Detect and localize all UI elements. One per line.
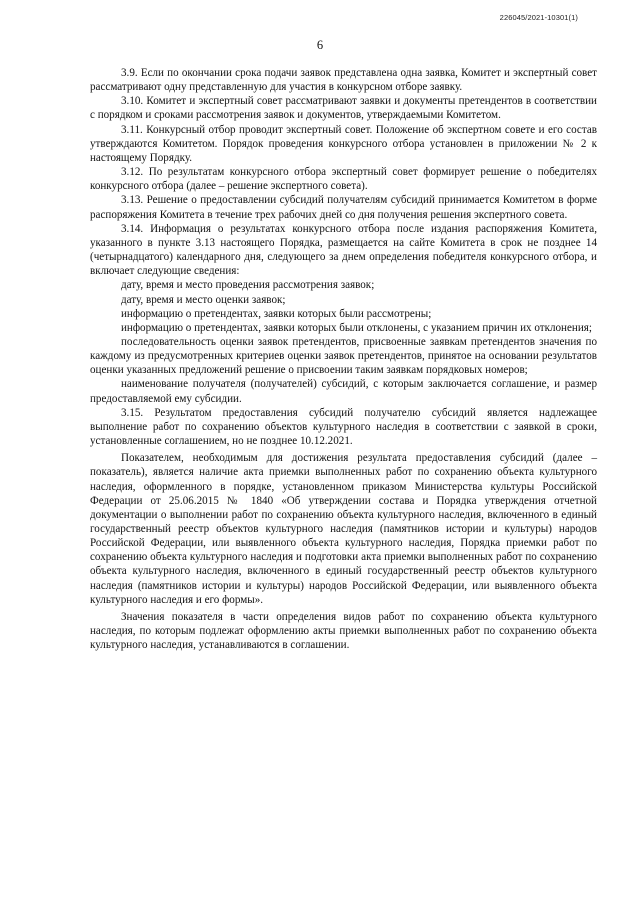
list-item-evaluation-sequence: последовательность оценки заявок претендентов, присвоенные заявкам претендентов значения по каждому из предусмотренных критериев оценки заявок претендентов, принятое на основании результатов оценки указанных предложений решение о присвоении таким заявкам порядковых номеров; xyxy=(90,335,597,377)
page-number: 6 xyxy=(316,38,324,52)
list-item-rejected-applicants: информацию о претендентах, заявки которых были отклонены, с указанием причин их отклонения; xyxy=(121,321,592,334)
document-body xyxy=(90,66,597,652)
paragraph-3-12: 3.12. По результатам конкурсного отбора экспертный совет формирует решение о победителях конкурсного отбора (далее – решение экспертного совета). xyxy=(90,166,597,193)
list-item-evaluation-date: дату, время и место оценки заявок; xyxy=(121,293,286,306)
paragraph-3-11: 3.11. Конкурсный отбор проводит экспертный совет. Положение об экспертном совете и его состав утверждаются Комитетом. Порядок проведения конкурсного отбора установлен в приложении № 2 к настоящему Порядку. xyxy=(90,123,597,164)
list-item-reviewed-applicants: информацию о претендентах, заявки которых были рассмотрены; xyxy=(121,307,432,320)
list-item-recipient-name: наименование получателя (получателей) субсидий, с которым заключается соглашение, и размер предоставляемой ему субсидии. xyxy=(90,378,597,405)
paragraph-3-14: 3.14. Информация о результатах конкурсного отбора после издания распоряжения Комитета, указанного в пункте 3.13 настоящего Порядка, размещается на сайте Комитета в срок не позднее 14 (четырнадцатого) календарного дня, следующего за днем определения победителя конкурсного отбора, и включает следующие сведения: xyxy=(90,222,597,278)
document-id: 226045/2021-10301(1) xyxy=(499,13,578,22)
paragraph-3-10: 3.10. Комитет и экспертный совет рассматривают заявки и документы претендентов в соответствии с порядком и сроками рассмотрения заявок и документов, утверждаемыми Комитетом. xyxy=(90,95,597,122)
paragraph-3-13: 3.13. Решение о предоставлении субсидий получателям субсидий принимается Комитетом в форме распоряжения Комитета в течение трех рабочих дней со дня получения решения экспертного совета. xyxy=(90,194,597,221)
paragraph-indicator: Показателем, необходимым для достижения результата предоставления субсидий (далее – показатель), является наличие акта приемки выполненных работ по сохранению объекта культурного наследия, оформленного в порядке, установленном приказом Министерства культуры Российской Федерации от 25.06.2015 № 1840 «Об утверждении состава и Порядка утверждения отчетной документации о выполнении работ по сохранению объекта культурного наследия, включенного в единый государственный реестр объектов культурного наследия (памятников истории и культуры) народов Российской Федерации, или выявленного объекта культурного наследия, Порядка приемки работ по сохранению объекта культурного наследия и подготовки акта приемки выполненных работ по сохранению объекта культурного наследия, включенного в единый государственный реестр объектов культурного наследия (памятников истории и культуры) народов Российской Федерации, или выявленного объекта культурного наследия и его формы». xyxy=(90,452,597,606)
paragraph-3-9: 3.9. Если по окончании срока подачи заявок представлена одна заявка, Комитет и экспертный совет рассматривают одну представленную для участия в конкурсном отборе заявку. xyxy=(90,67,597,94)
paragraph-3-15: 3.15. Результатом предоставления субсидий получателю субсидий является надлежащее выполнение работ по сохранению объектов культурного наследия в соответствии с заявкой в сроки, установленные соглашением, но не позднее 10.12.2021. xyxy=(90,406,597,448)
list-item-review-date: дату, время и место проведения рассмотрения заявок; xyxy=(121,279,375,292)
paragraph-indicator-values: Значения показателя в части определения видов работ по сохранению объекта культурного наследия, по которым подлежат оформлению акты приемки выполненных работ по сохранению объекта культурного наследия, устанавливаются в соглашении. xyxy=(90,610,597,652)
